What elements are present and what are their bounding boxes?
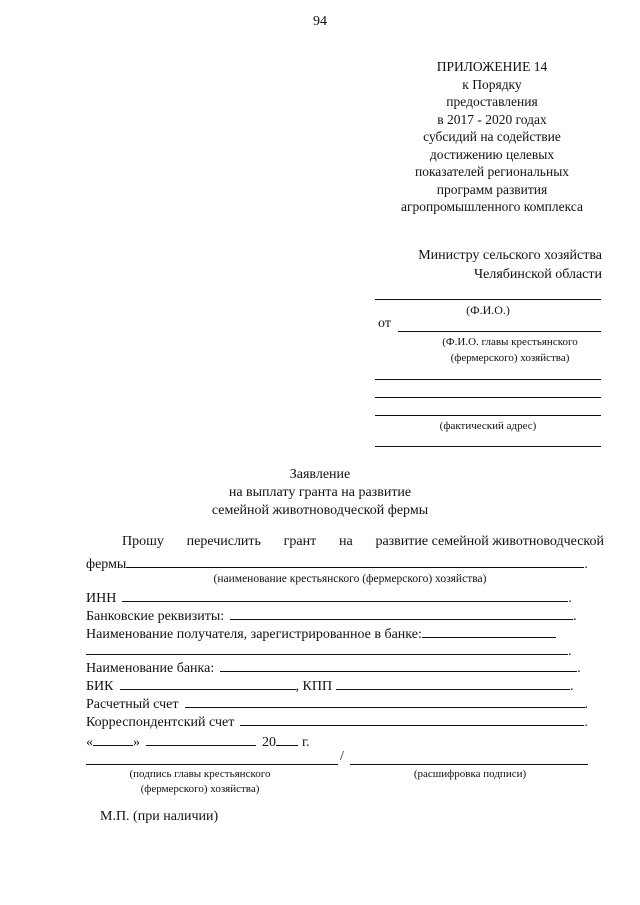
date-row: [86, 731, 310, 751]
bank-details-label: Банковские реквизиты:: [86, 609, 225, 624]
request-sentence: [86, 534, 604, 550]
farm-label: фермы: [86, 557, 127, 572]
address-input-line[interactable]: [375, 379, 601, 380]
addressee-line2: Челябинской области: [474, 267, 602, 282]
bank-name-label: Наименование банка:: [86, 661, 215, 676]
appendix-line: агропромышленного комплекса: [401, 199, 583, 214]
applicant-name-input-line[interactable]: [398, 331, 601, 332]
year-input[interactable]: [276, 731, 298, 746]
address-input-line[interactable]: [375, 446, 601, 447]
period: .: [577, 661, 581, 676]
applicant-caption-line2: (фермерского) хозяйства): [450, 352, 570, 364]
addressee-block: [380, 246, 602, 284]
day-input[interactable]: [93, 731, 133, 746]
period: .: [568, 591, 572, 606]
corr-account-input[interactable]: [240, 711, 584, 726]
address-input-line[interactable]: [375, 415, 601, 416]
bank-details-input[interactable]: [230, 605, 573, 620]
from-label: от: [378, 316, 391, 331]
inn-label: ИНН: [86, 591, 117, 606]
bik-kpp-row: [86, 675, 574, 695]
date-open-quote: «: [86, 735, 93, 750]
recipient-input[interactable]: [422, 623, 556, 638]
appendix-line: в 2017 - 2020 годах: [437, 111, 547, 127]
farm-caption: (наименование крестьянского (фермерского) хозяйства): [213, 573, 487, 585]
request-word: на: [338, 534, 353, 549]
stamp-place: М.П. (при наличии): [100, 809, 219, 824]
inn-row: [86, 587, 572, 607]
bik-input[interactable]: [120, 675, 296, 690]
account-input[interactable]: [185, 693, 585, 708]
fio-input-line[interactable]: [375, 299, 601, 300]
signature-caption-line2: (фермерского) хозяйства): [140, 783, 260, 795]
appendix-line: показателей региональных: [414, 164, 570, 179]
period: .: [584, 697, 589, 712]
kpp-input[interactable]: [336, 675, 570, 690]
appendix-line: ПРИЛОЖЕНИЕ 14: [436, 59, 548, 74]
year-suffix: г.: [302, 735, 310, 750]
signature-caption-line1: (подпись главы крестьянского: [129, 768, 271, 780]
applicant-caption-line1: (Ф.И.О. главы крестьянского: [442, 336, 578, 348]
account-label: Расчетный счет: [86, 697, 179, 712]
period: .: [573, 609, 577, 624]
title-line1: Заявление: [289, 467, 351, 482]
appendix-line: предоставления: [446, 94, 538, 109]
period: .: [584, 715, 588, 730]
document-title: [0, 466, 640, 520]
inn-input[interactable]: [122, 587, 568, 602]
request-word: грант: [283, 534, 317, 549]
period: .: [568, 644, 572, 659]
title-line2: на выплату гранта на развитие: [228, 485, 412, 500]
appendix-line: программ развития: [436, 181, 548, 197]
address-input-line[interactable]: [375, 397, 601, 398]
date-close-quote: »: [133, 735, 140, 750]
addressee-line1: Министру сельского хозяйства: [418, 248, 602, 263]
corr-account-row: [86, 711, 588, 731]
appendix-line: к Порядку: [462, 76, 522, 92]
bik-label: БИК: [86, 679, 114, 694]
request-word: развитие семейной животноводческой: [375, 534, 604, 549]
month-input[interactable]: [146, 731, 256, 746]
recipient-input-continued[interactable]: [86, 640, 568, 655]
request-word: перечислить: [186, 534, 261, 549]
farm-name-input[interactable]: [126, 553, 584, 568]
bank-details-row: [86, 605, 577, 625]
period: .: [570, 679, 574, 694]
fio-caption: (Ф.И.О.): [466, 303, 510, 317]
decoding-caption: (расшифровка подписи): [413, 768, 527, 780]
bank-name-row: [86, 657, 581, 677]
appendix-header: [360, 58, 624, 216]
title-line3: семейной животноводческой фермы: [211, 503, 429, 518]
signature-slash: /: [340, 749, 344, 764]
request-word: Прошу: [122, 534, 164, 549]
address-caption: (фактический адрес): [439, 420, 537, 432]
page-number: 94: [313, 14, 327, 29]
appendix-line: достижению целевых: [429, 146, 555, 162]
farm-row: [86, 553, 588, 573]
account-row: [86, 693, 588, 713]
recipient-label: Наименование получателя, зарегистрированное в банке:: [86, 627, 422, 642]
kpp-label: , КПП: [295, 679, 333, 694]
appendix-line: субсидий на содействие: [423, 129, 561, 144]
bank-name-input[interactable]: [220, 657, 577, 672]
period: .: [584, 557, 588, 572]
signature-decoding-input-line[interactable]: [350, 764, 588, 765]
signature-input-line[interactable]: [86, 764, 338, 765]
year-prefix: 20: [262, 735, 276, 750]
corr-account-label: Корреспондентский счет: [86, 715, 235, 730]
